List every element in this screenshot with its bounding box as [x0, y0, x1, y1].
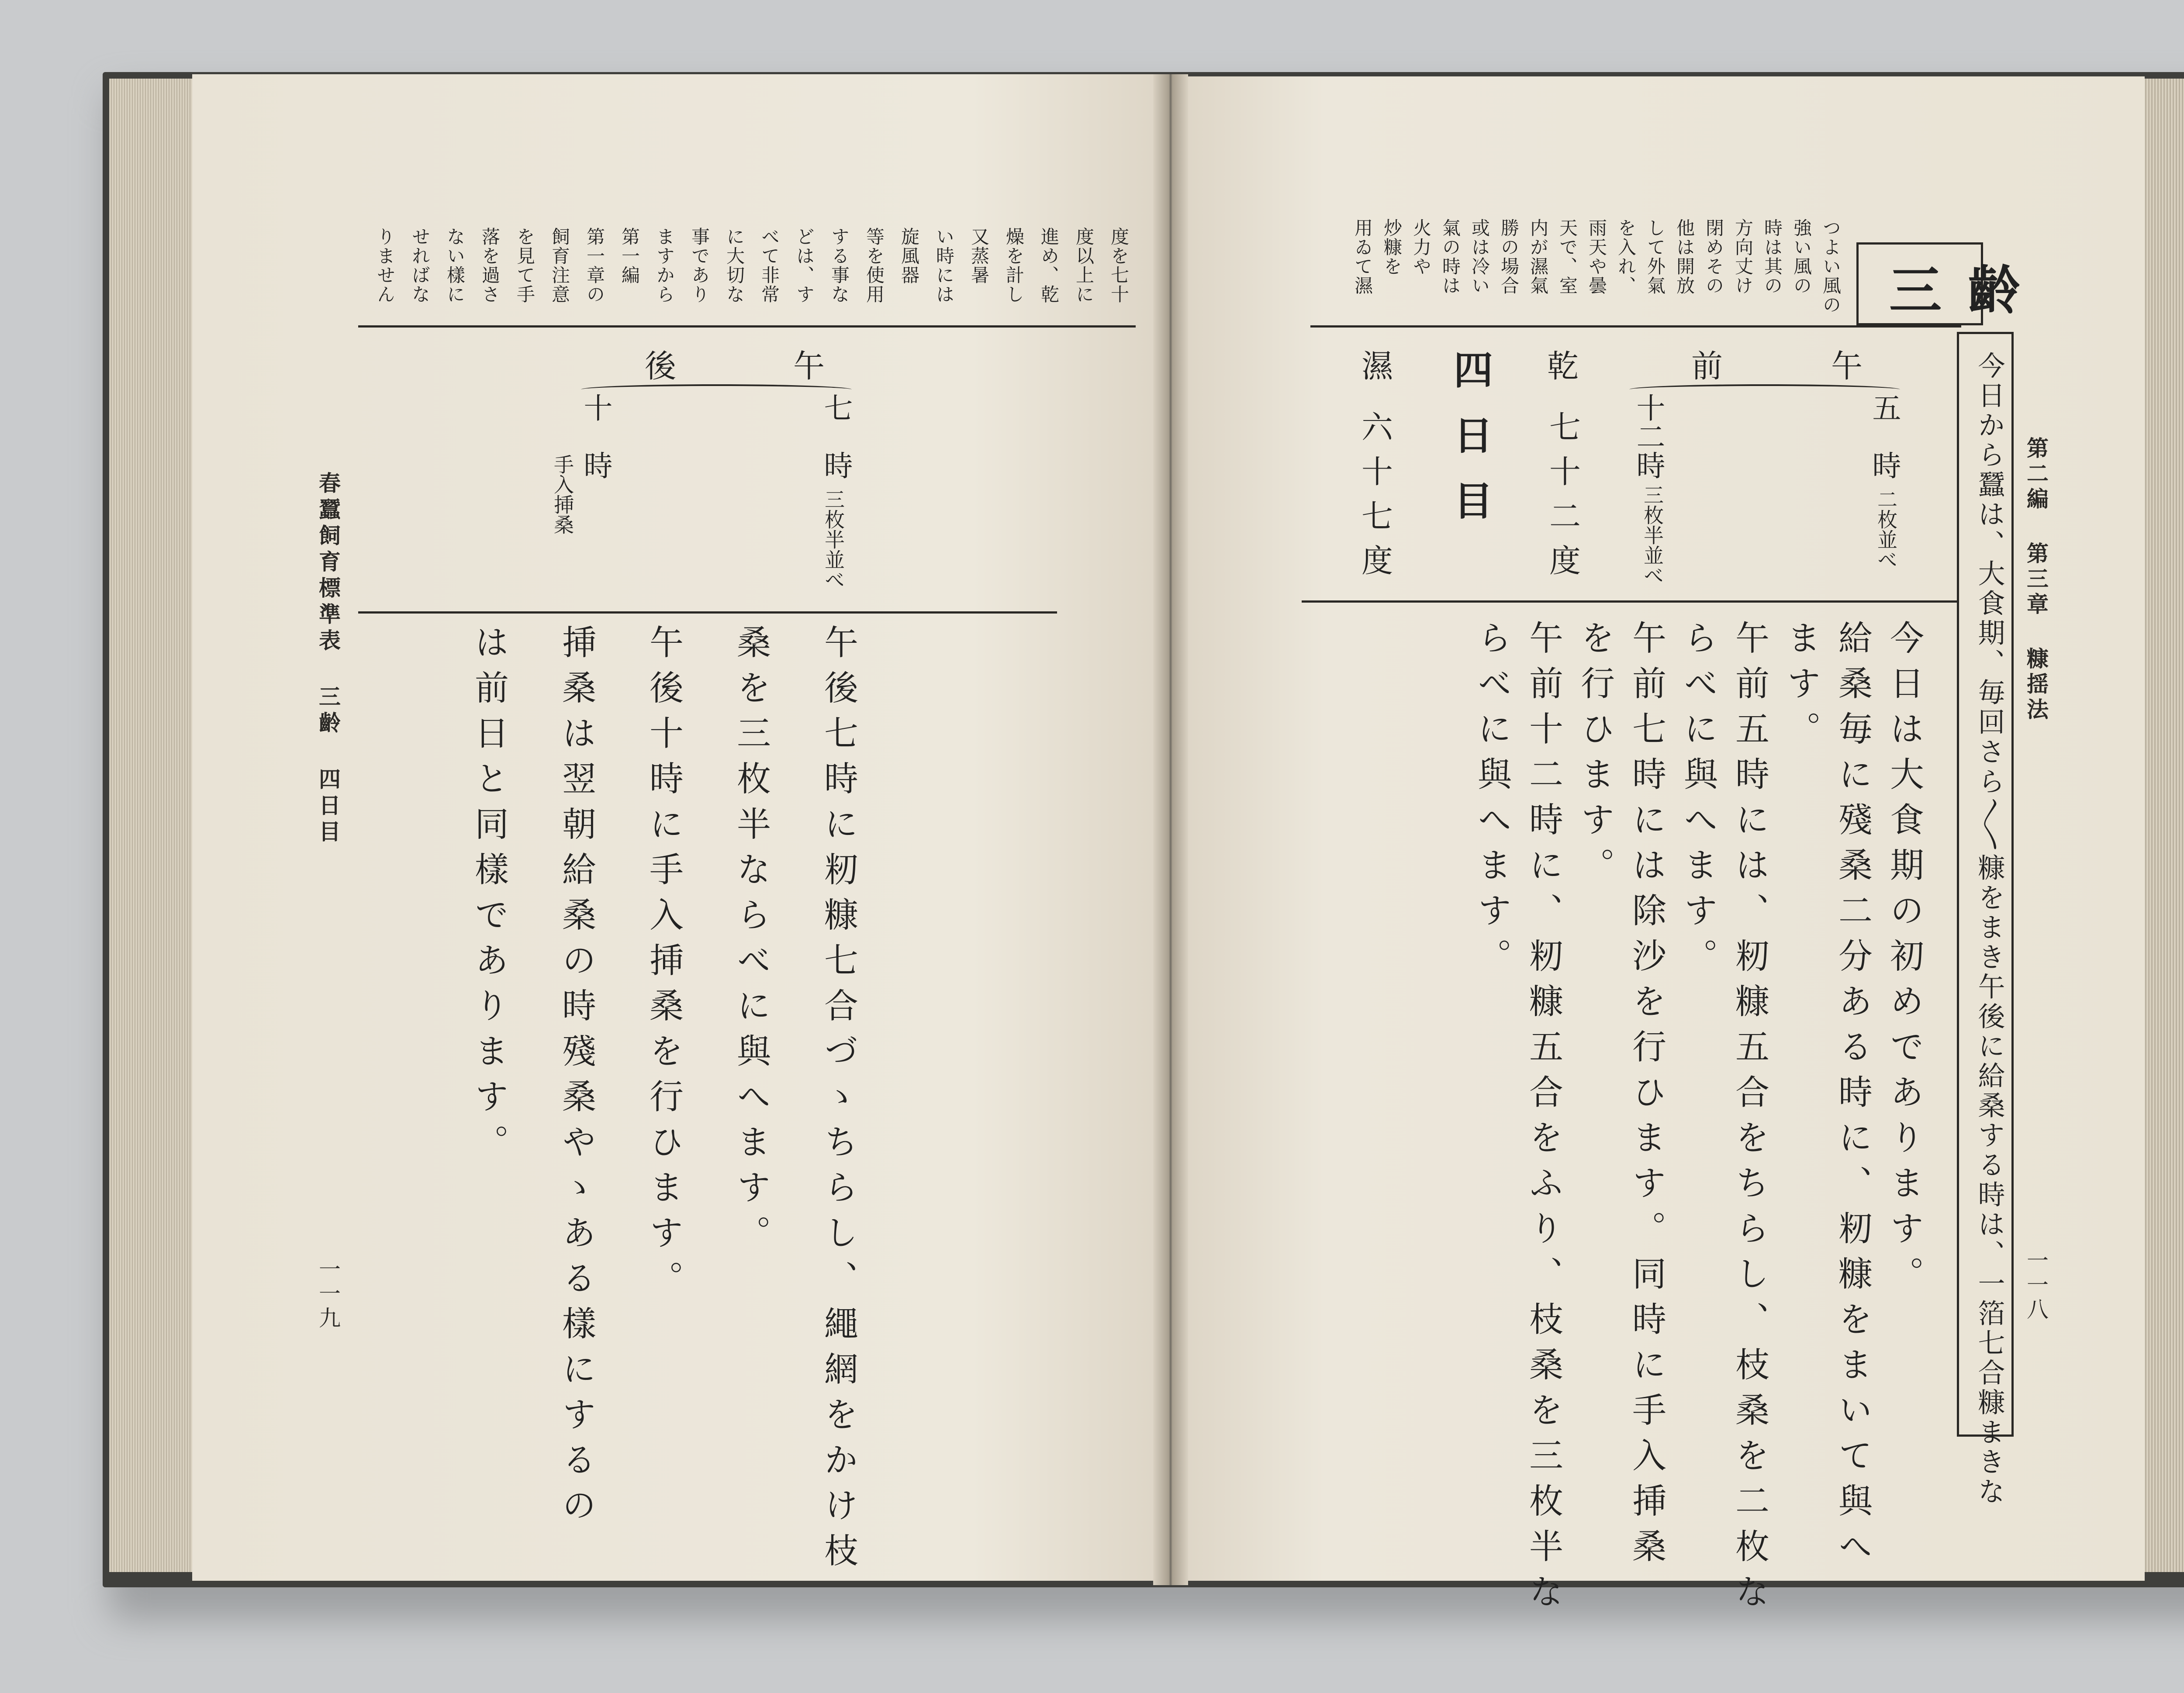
right-body	[1406, 620, 1931, 1619]
left-page-number: 一一九	[315, 1258, 341, 1331]
left-body	[428, 624, 865, 1578]
left-note-column: りません	[374, 227, 396, 304]
left-page-edge	[109, 79, 197, 1572]
book-gutter	[1153, 74, 1188, 1585]
right-note-column: 内が濕氣	[1527, 218, 1549, 295]
right-running-head: 第二編 第三章 糠揺法	[2023, 437, 2049, 723]
right-body-column: 今日は大食期の初めであります。	[1884, 620, 1924, 1301]
left-note-column: い時には	[933, 227, 955, 304]
right-body-column: らべに與へます。	[1472, 620, 1511, 983]
right-note-column: 炒糠を	[1381, 218, 1403, 276]
right-note-column: 天で、室	[1557, 218, 1578, 295]
right-body-column: 午前七時には除沙を行ひます。同時に手入挿桑	[1627, 620, 1666, 1574]
right-table-period-am: 午	[1826, 349, 1863, 381]
left-table-brace	[581, 384, 852, 395]
left-table-period-am: 午	[788, 349, 825, 381]
right-body-column: 給桑毎に殘桑二分ある時に、籾糠をまいて與へ	[1833, 620, 1872, 1574]
left-note-column: ますから	[654, 227, 675, 304]
right-table-time-5: 五 時	[1867, 393, 1901, 479]
left-note-column: べて非常	[759, 227, 780, 304]
right-table-humid-value: 六十七度	[1356, 410, 1393, 589]
left-note-column: 進め、乾	[1038, 227, 1060, 304]
left-table-time-7-note: 三枚半並べ	[822, 489, 845, 590]
left-body-column: 午後七時に籾糠七合づゝちらし、繩網をかけ枝	[819, 624, 858, 1578]
left-note-column: 等を使用	[864, 227, 885, 304]
right-note-column: 用ゐて濕	[1352, 218, 1373, 295]
right-note-column: 火力や	[1410, 218, 1432, 276]
right-table-period-front: 前	[1686, 349, 1723, 381]
right-table-time-5-note: 二枚並べ	[1874, 489, 1898, 569]
left-notes-rule	[358, 325, 1136, 328]
right-stage-box	[1856, 242, 2046, 325]
right-page-number: 一一八	[2023, 1249, 2049, 1322]
right-note-column: 或は冷い	[1469, 218, 1490, 295]
right-notes-rule	[1310, 325, 1961, 328]
right-stage-label: 三齡	[1889, 260, 2046, 321]
left-note-column: 度を七十	[1108, 227, 1130, 304]
left-note-column: 度以上に	[1073, 227, 1095, 304]
left-note-column: 第一章の	[584, 227, 605, 304]
right-note-column: 他は開放	[1674, 218, 1695, 295]
left-note-column: せればな	[409, 227, 431, 304]
left-note-column: 事であり	[689, 227, 710, 304]
left-note-column: 第一編	[619, 227, 640, 285]
right-note-column: 方向丈け	[1732, 218, 1754, 295]
left-table-period-pm: 後	[639, 349, 676, 381]
right-note-column: 勝の場合	[1498, 218, 1520, 295]
right-table-time-12-note: 三枚半並べ	[1641, 485, 1664, 585]
right-note-column: 雨天や曇	[1586, 218, 1607, 295]
left-body-column: 桑を三枚半ならべに與へます。	[731, 624, 771, 1260]
right-body-column: ます。	[1781, 620, 1821, 756]
left-table-rule	[358, 611, 1057, 614]
right-table-rule	[1302, 600, 1957, 603]
right-table-humid-label: 濕	[1356, 349, 1393, 381]
left-table-time-7: 七 時	[819, 393, 853, 479]
right-notes-block	[1337, 218, 1861, 323]
left-table-time-10-note: 手入挿桑	[551, 454, 574, 534]
right-note-column: 強い風の	[1791, 218, 1812, 295]
left-note-column: 燥を計し	[1003, 227, 1025, 304]
left-note-column: 旋風器	[898, 227, 920, 285]
right-body-column: 午前五時には、籾糠五合をちらし、枝桑を二枚な	[1730, 620, 1769, 1619]
left-body-column: 午後十時に手入挿桑を行ひます。	[644, 624, 683, 1306]
right-note-column: を入れ、	[1615, 218, 1637, 295]
left-note-column: に大切な	[724, 227, 745, 304]
right-note-column: して外氣	[1645, 218, 1666, 295]
right-boxed-note-text: 今日から蠶は、大食期、毎回さら〱糠をまき午後に給桑する時は、一箔七合糠まきな	[1973, 352, 2005, 1507]
right-table-day-label: 四日目	[1447, 349, 1493, 546]
right-note-column: つよい風の	[1820, 218, 1842, 314]
right-note-column: 時は其の	[1762, 218, 1783, 295]
left-note-column: を見て手	[514, 227, 536, 304]
left-note-column: どは、す	[794, 227, 815, 304]
right-table-dry-value: 七十二度	[1544, 410, 1581, 589]
left-note-column: 飼育注意	[549, 227, 570, 304]
right-table-time-12: 十二時	[1631, 393, 1665, 479]
left-note-column: 落を過さ	[479, 227, 501, 304]
right-body-column: を行ひます。	[1575, 620, 1614, 893]
right-table-brace	[1629, 384, 1900, 395]
left-note-column: ない樣に	[444, 227, 466, 304]
right-boxed-note	[1957, 332, 2014, 1507]
left-running-head: 春蠶飼育標準表 三齡 四日目	[315, 472, 341, 846]
right-body-column: らべに與へます。	[1678, 620, 1717, 983]
left-note-column: する事な	[829, 227, 850, 304]
right-table-dry-label: 乾	[1542, 349, 1579, 381]
right-body-column: 午前十二時に、籾糠五合をふり、枝桑を三枚半な	[1524, 620, 1563, 1619]
right-note-column: 氣の時は	[1440, 218, 1461, 295]
left-body-column: は前日と同樣であります。	[469, 624, 508, 1169]
left-body-column: 挿桑は翌朝給桑の時殘桑やゝある樣にするの	[556, 624, 596, 1533]
left-table-time-10: 十 時	[579, 393, 612, 479]
left-note-column: 又蒸暑	[968, 227, 990, 285]
left-notes-block	[363, 227, 1131, 328]
right-note-column: 閉めその	[1703, 218, 1724, 295]
